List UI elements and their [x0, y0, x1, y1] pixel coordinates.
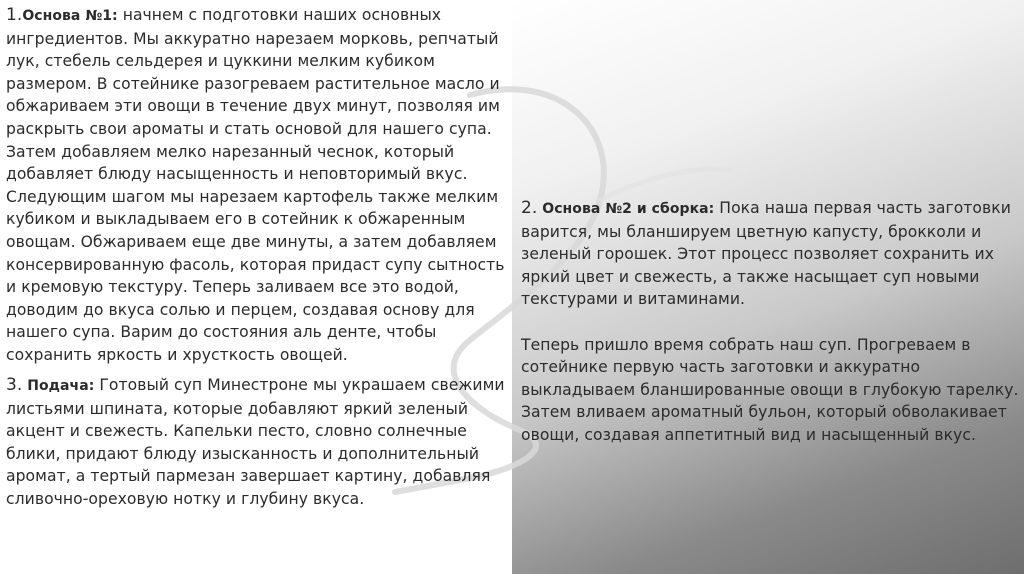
- section-1-number: 1.: [6, 5, 23, 25]
- section-1-heading: Основа №1:: [22, 8, 118, 24]
- section-2-heading: Основа №2 и сборка:: [537, 201, 715, 217]
- paragraph-spacer: [521, 311, 1021, 334]
- section-3-heading: Подача:: [22, 378, 95, 394]
- section-2-paragraph-1: [521, 197, 1021, 311]
- section-3-serving: [6, 374, 512, 511]
- section-3-paragraph: [6, 374, 512, 511]
- section-1-paragraph-1: [6, 4, 512, 186]
- section-2-base-2-assembly: [521, 197, 1021, 447]
- section-1-text-2: Следующим шагом мы нарезаем картофель также мелким кубиком и выкладываем его в сотейник к обжаренным овощам. Обжариваем еще две минуты, а затем добавляем консервированную фасоль, которая придаст супу сытность и кремовую текстуру. Теперь заливаем все это водой, доводим до вкуса солью и перцем, создавая основу для нашего супа. Варим до состояния аль денте, чтобы сохранить яркость и хрусткость овощей.: [6, 187, 505, 364]
- section-2-number: 2.: [521, 198, 538, 218]
- section-2-text-2: Теперь пришло время собрать наш суп. Прогреваем в сотейнике первую часть заготовки и аккуратно выкладываем бланшированные овощи в глубокую тарелку. Затем вливаем ароматный бульон, который обволакивает овощи, создавая аппетитный вид и насыщенный вкус.: [521, 335, 1019, 444]
- section-3-text-1: Готовый суп Минестроне мы украшаем свежими листьями шпината, которые добавляют яркий зеленый акцент и свежесть. Капельки песто, словно солнечные блики, придают блюду изысканность и дополнительный аромат, а тертый пармезан завершает картину, добавляя сливочно-ореховую нотку и глубину вкуса.: [6, 376, 505, 508]
- section-1-text-1: начнем с подготовки наших основных ингредиентов. Мы аккуратно нарезаем морковь, репчатый лук, стебель сельдерея и цуккини мелким кубиком размером. В сотейнике разогреваем растительное масло и обжариваем эти овощи в течение двух минут, позволяя им раскрыть свои ароматы и стать основой для нашего супа. Затем добавляем мелко нарезанный чеснок, который добавляет блюду насыщенность и неповторимый вкус.: [6, 6, 500, 184]
- section-1-base-1: [6, 4, 512, 367]
- section-2-text-1: Пока наша первая часть заготовки варится, мы бланшируем цветную капусту, брокколи и зеленый горошек. Этот процесс позволяет сохранить их яркий цвет и свежесть, а также насыщает суп новыми текстурами и витаминами.: [521, 199, 1011, 309]
- section-3-number: 3.: [6, 375, 23, 395]
